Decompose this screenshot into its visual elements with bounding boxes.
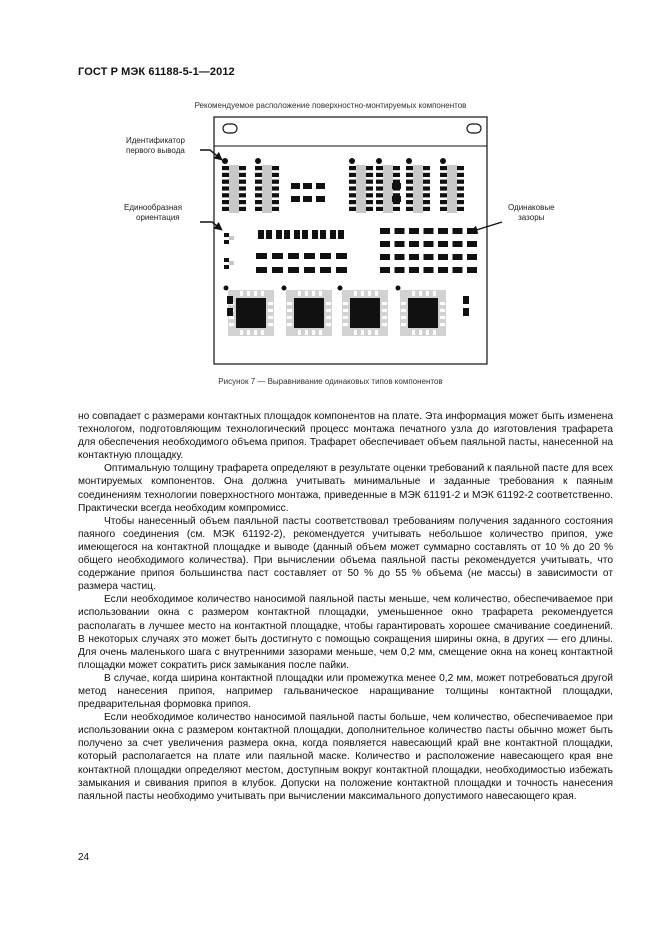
chip-pad bbox=[303, 196, 312, 202]
soic-pad bbox=[272, 200, 279, 204]
paragraph: В случае, когда ширина контактной площадки или промежутка менее 0,2 мм, может потребоваться другой метод нанесения припоя, например гальваническое наращивание толщины контактной площадки, предварительная формовка припоя. bbox=[78, 672, 613, 711]
soic-pad bbox=[255, 200, 262, 204]
qfp-lead bbox=[412, 330, 415, 335]
soic-pad bbox=[457, 186, 464, 190]
qfp-lead bbox=[261, 291, 264, 296]
chip-pad bbox=[291, 183, 300, 189]
soic-body bbox=[447, 165, 457, 213]
soic-pad bbox=[376, 180, 383, 184]
qfp-side-chip bbox=[463, 296, 469, 304]
qfp-side-chip bbox=[227, 308, 233, 316]
qfp-lead bbox=[419, 330, 422, 335]
soic-body bbox=[356, 165, 366, 213]
qfp-lead bbox=[287, 309, 292, 312]
equal-gap-pad bbox=[467, 267, 477, 273]
first-pin-marker bbox=[406, 158, 412, 164]
first-pin-marker bbox=[282, 286, 287, 291]
equal-gap-pad bbox=[395, 241, 405, 247]
equal-gap-pad bbox=[395, 228, 405, 234]
soic-pad bbox=[457, 200, 464, 204]
qfp-lead bbox=[240, 291, 243, 296]
soic-pad bbox=[457, 180, 464, 184]
paragraph: Если необходимое количество наносимой паяльной пасты меньше, чем количество, обеспечиваемое при использовании окна с размером контактной площадки, уменьшенное окно трафарета рекомендуется располагать в лучшее место на контактной площадке, чтобы гарантировать хорошее смачивание соединений. В некоторых случаях это может быть достигнуто с помощью сокращения ширины окна, в других — его длины. Для очень маленького шага с внутренними зазорами меньше, чем 0,2 мм, смещение окна на конец контактной площадки может сократить риск замыкания после пайки. bbox=[78, 594, 613, 671]
equal-gap-pad bbox=[409, 254, 419, 260]
chip-pad bbox=[291, 196, 300, 202]
soic-pad bbox=[376, 193, 383, 197]
soic-pad bbox=[272, 166, 279, 170]
soic-pad bbox=[376, 166, 383, 170]
soic-pad bbox=[440, 173, 447, 177]
equal-gap-pad bbox=[467, 241, 477, 247]
qfp-body bbox=[236, 298, 266, 328]
first-pin-marker bbox=[376, 158, 382, 164]
soic-pad bbox=[440, 200, 447, 204]
soic-body bbox=[229, 165, 239, 213]
qfp-lead bbox=[298, 330, 301, 335]
equal-gap-pad bbox=[424, 241, 434, 247]
resistor-pad bbox=[284, 230, 290, 239]
first-pin-marker bbox=[222, 158, 228, 164]
soic-pad bbox=[366, 193, 373, 197]
equal-gap-pad bbox=[438, 267, 448, 273]
resistor-pad bbox=[294, 230, 300, 239]
soic-pad bbox=[272, 173, 279, 177]
qfp-side-chip bbox=[463, 308, 469, 316]
orientation-callout-line1: Единообразная bbox=[124, 203, 183, 212]
qfp-lead bbox=[343, 316, 348, 319]
soic-pad bbox=[376, 200, 383, 204]
qfp-lead bbox=[287, 302, 292, 305]
first-pin-marker bbox=[255, 158, 261, 164]
equal-gap-pad bbox=[409, 241, 419, 247]
paragraph: Чтобы нанесенный объем паяльной пасты соответствовал требованиям получения заданного состояния паяного соединения (см. МЭК 61192-2), рекомендуется учитывать небольшое количество припоя, уже имеющегося на контактной площадке и выводе (данный объем может суммарно составлять от 10 % до 20 % общего необходимого количества). При вычислении объема паяльной пасты рекомендуется учитывать, что содержание припоя большинства паст составляет от 50 % до 55 % объема (не массы) в зависимости от размера частиц. bbox=[78, 515, 613, 593]
qfp-lead bbox=[419, 291, 422, 296]
qfp-lead bbox=[368, 291, 371, 296]
qfp-lead bbox=[412, 291, 415, 296]
soic-pad bbox=[366, 207, 373, 211]
soic-pad bbox=[255, 173, 262, 177]
qfp-lead bbox=[247, 291, 250, 296]
soic-pad bbox=[255, 166, 262, 170]
qfp-lead bbox=[343, 323, 348, 326]
chip-array-pad bbox=[320, 253, 331, 259]
soic-pad bbox=[457, 166, 464, 170]
qfp-lead bbox=[268, 323, 273, 326]
qfp-lead bbox=[440, 316, 445, 319]
soic-pad bbox=[349, 207, 356, 211]
qfp-lead bbox=[261, 330, 264, 335]
soic-pad bbox=[272, 207, 279, 211]
soic-pad bbox=[406, 166, 413, 170]
qfp-lead bbox=[287, 316, 292, 319]
resistor-pad bbox=[276, 230, 282, 239]
paragraph: Оптимальную толщину трафарета определяют в результате оценки требований к паяльной пасте для всех монтируемых компонентов. Она должна учитывать минимальные и заданные требования к паяным соединениям технологии поверхностного монтажа, приведенные в МЭК 61191-2 и МЭК 61192-2 соответственно. Практически всегда необходим компромисс. bbox=[78, 463, 613, 514]
qfp-components bbox=[224, 286, 470, 337]
resistor-pad bbox=[330, 230, 336, 239]
chip-body bbox=[229, 236, 234, 240]
equal-gap-pad bbox=[453, 241, 463, 247]
qfp-package bbox=[282, 286, 333, 337]
equal-gap-pad bbox=[395, 267, 405, 273]
first-pin-marker bbox=[349, 158, 355, 164]
soic-pad bbox=[272, 193, 279, 197]
equal-gap-pad bbox=[424, 267, 434, 273]
gaps-callout bbox=[508, 203, 555, 223]
soic-pad bbox=[255, 193, 262, 197]
qfp-lead bbox=[326, 323, 331, 326]
soic-pad bbox=[366, 180, 373, 184]
chip-array-pad bbox=[336, 267, 347, 273]
soic-pad bbox=[239, 186, 246, 190]
equal-gap-pad bbox=[424, 228, 434, 234]
soic-pad bbox=[376, 186, 383, 190]
qfp-side-chip bbox=[227, 296, 233, 304]
equal-gap-pad bbox=[438, 254, 448, 260]
qfp-body bbox=[350, 298, 380, 328]
chip-pad bbox=[224, 233, 229, 237]
soic-pad bbox=[366, 186, 373, 190]
qfp-body bbox=[294, 298, 324, 328]
soic-pad bbox=[423, 186, 430, 190]
qfp-lead bbox=[382, 309, 387, 312]
chip-array-pad bbox=[256, 253, 267, 259]
equal-gap-pad bbox=[438, 228, 448, 234]
qfp-lead bbox=[368, 330, 371, 335]
soic-pad bbox=[406, 180, 413, 184]
soic-pad bbox=[349, 166, 356, 170]
qfp-lead bbox=[305, 330, 308, 335]
pcb-figure bbox=[0, 0, 661, 400]
qfp-lead bbox=[254, 330, 257, 335]
qfp-lead bbox=[319, 291, 322, 296]
qfp-lead bbox=[305, 291, 308, 296]
chip-body bbox=[229, 261, 234, 265]
soic-body bbox=[413, 165, 423, 213]
qfp-package bbox=[396, 286, 447, 337]
soic-pad bbox=[222, 193, 229, 197]
chip-array-pad bbox=[288, 253, 299, 259]
equal-gap-pad bbox=[438, 241, 448, 247]
equal-gap-pad bbox=[380, 241, 390, 247]
qfp-lead bbox=[382, 323, 387, 326]
soic-pad bbox=[423, 173, 430, 177]
soic-pad bbox=[406, 173, 413, 177]
tooling-slot-right bbox=[467, 124, 481, 133]
soic-pad bbox=[366, 200, 373, 204]
first-pin-callout-line2: первого вывода bbox=[126, 146, 185, 155]
chip-pad bbox=[303, 183, 312, 189]
soic-pad bbox=[222, 200, 229, 204]
soic-pad bbox=[272, 186, 279, 190]
qfp-lead bbox=[268, 316, 273, 319]
gaps-callout-line2: зазоры bbox=[518, 213, 545, 222]
chip-pad bbox=[224, 258, 229, 262]
qfp-lead bbox=[254, 291, 257, 296]
soic-pad bbox=[406, 193, 413, 197]
soic-pad bbox=[239, 207, 246, 211]
qfp-lead bbox=[287, 323, 292, 326]
qfp-lead bbox=[401, 309, 406, 312]
qfp-package bbox=[338, 286, 389, 337]
body-text bbox=[78, 410, 613, 803]
soic-pad bbox=[393, 173, 400, 177]
soic-pad bbox=[423, 180, 430, 184]
soic-pad bbox=[239, 166, 246, 170]
soic-pad bbox=[423, 166, 430, 170]
orientation-callout-line2: ориентация bbox=[136, 213, 180, 222]
soic-pad bbox=[239, 193, 246, 197]
first-pin-callout-line1: Идентификатор bbox=[126, 136, 185, 145]
tooling-slot-left bbox=[223, 124, 237, 133]
soic-pad bbox=[239, 173, 246, 177]
soic-pad bbox=[423, 207, 430, 211]
soic-pad bbox=[255, 207, 262, 211]
chip-array-pad bbox=[256, 267, 267, 273]
qfp-lead bbox=[312, 291, 315, 296]
soic-body bbox=[262, 165, 272, 213]
soic-pad bbox=[376, 207, 383, 211]
soic-pad bbox=[440, 186, 447, 190]
chip-pad bbox=[224, 265, 229, 269]
equal-gap-pad bbox=[453, 228, 463, 234]
equal-gap-pad bbox=[380, 267, 390, 273]
qfp-body bbox=[408, 298, 438, 328]
soic-pad bbox=[222, 207, 229, 211]
soic-pad bbox=[272, 180, 279, 184]
qfp-lead bbox=[229, 323, 234, 326]
qfp-lead bbox=[298, 291, 301, 296]
resistor-pad bbox=[258, 230, 264, 239]
first-pin-marker bbox=[338, 286, 343, 291]
chip-array-pad bbox=[288, 267, 299, 273]
equal-gap-pad bbox=[453, 254, 463, 260]
soic-pad bbox=[457, 173, 464, 177]
soic-pad bbox=[239, 180, 246, 184]
soic-pad bbox=[457, 193, 464, 197]
gaps-callout-line1: Одинаковые bbox=[508, 203, 555, 212]
soic-pad bbox=[349, 193, 356, 197]
first-pin-callout bbox=[126, 136, 185, 156]
soic-pad bbox=[349, 173, 356, 177]
equal-gap-pad bbox=[409, 228, 419, 234]
soic-pad bbox=[440, 193, 447, 197]
page-number: 24 bbox=[78, 852, 90, 863]
qfp-lead bbox=[343, 302, 348, 305]
chip-array-pad bbox=[272, 267, 283, 273]
soic-body bbox=[383, 165, 393, 213]
qfp-lead bbox=[382, 302, 387, 305]
resistor-pad bbox=[312, 230, 318, 239]
chip-array-pad bbox=[336, 253, 347, 259]
figure-title: Рекомендуемое расположение поверхностно-монтируемых компонентов bbox=[194, 101, 467, 110]
equal-gap-pad bbox=[409, 267, 419, 273]
first-pin-marker bbox=[396, 286, 401, 291]
qfp-lead bbox=[426, 330, 429, 335]
qfp-lead bbox=[326, 316, 331, 319]
qfp-lead bbox=[312, 330, 315, 335]
resistor-pad bbox=[320, 230, 326, 239]
resistor-pad bbox=[302, 230, 308, 239]
resistor-pad bbox=[338, 230, 344, 239]
soic-pad bbox=[239, 200, 246, 204]
qfp-lead bbox=[401, 323, 406, 326]
soic-pad bbox=[393, 166, 400, 170]
qfp-lead bbox=[229, 316, 234, 319]
first-pin-marker bbox=[440, 158, 446, 164]
soic-pad bbox=[349, 186, 356, 190]
soic-pad bbox=[222, 173, 229, 177]
qfp-lead bbox=[361, 330, 364, 335]
soic-pad bbox=[349, 180, 356, 184]
qfp-lead bbox=[440, 309, 445, 312]
soic-pad bbox=[376, 173, 383, 177]
chip-array-pad bbox=[304, 253, 315, 259]
qfp-lead bbox=[440, 302, 445, 305]
qfp-lead bbox=[319, 330, 322, 335]
qfp-lead bbox=[326, 302, 331, 305]
orientation-callout bbox=[124, 203, 182, 223]
soic-pad bbox=[440, 180, 447, 184]
qfp-lead bbox=[361, 291, 364, 296]
qfp-lead bbox=[240, 330, 243, 335]
soic-pad bbox=[366, 166, 373, 170]
qfp-lead bbox=[268, 302, 273, 305]
soic-pad bbox=[255, 186, 262, 190]
soic-pad bbox=[440, 207, 447, 211]
chip-pad bbox=[316, 196, 325, 202]
qfp-lead bbox=[426, 291, 429, 296]
equal-gap-pad bbox=[424, 254, 434, 260]
soic-pad bbox=[406, 207, 413, 211]
qfp-lead bbox=[433, 291, 436, 296]
soic-pad bbox=[222, 180, 229, 184]
qfp-lead bbox=[354, 330, 357, 335]
document-header: ГОСТ Р МЭК 61188-5-1—2012 bbox=[78, 66, 235, 78]
equal-gap-pad bbox=[467, 254, 477, 260]
qfp-lead bbox=[440, 323, 445, 326]
chip-array-pad bbox=[320, 267, 331, 273]
chip-array-pad bbox=[272, 253, 283, 259]
soic-pad bbox=[393, 207, 400, 211]
figure-caption: Рисунок 7 — Выравнивание одинаковых типов компонентов bbox=[218, 377, 443, 386]
equal-gap-pad bbox=[380, 254, 390, 260]
paragraph: Если необходимое количество наносимой паяльной пасты больше, чем количество, обеспечиваемое при использовании окна с размером контактной площадки, дополнительное количество пасты обычно может быть получено за счет увеличения размера окна, когда появляется навесающий край вне контактной площадки, который располагается на плате или паяльной маске. Количество и расположение навесающего края вне контактной площадки определяют местом, доступным вокруг контактной площадки, необходимостью избежать замыкания и свивания припоя в клубок. Допуски на положение контактной площадки и точность нанесения паяльной пасты необходимо учитывать при вычислении максимального допустимого навесающего края. bbox=[78, 712, 613, 802]
qfp-lead bbox=[375, 291, 378, 296]
first-pin-marker bbox=[224, 286, 229, 291]
chip-pad bbox=[392, 183, 401, 189]
soic-pad bbox=[423, 193, 430, 197]
resistor-pad bbox=[266, 230, 272, 239]
qfp-lead bbox=[382, 316, 387, 319]
chip-array-pad bbox=[304, 267, 315, 273]
soic-pad bbox=[255, 180, 262, 184]
qfp-lead bbox=[354, 291, 357, 296]
qfp-lead bbox=[343, 309, 348, 312]
chip-pad bbox=[316, 183, 325, 189]
chip-pad bbox=[224, 240, 229, 244]
soic-pad bbox=[440, 166, 447, 170]
equal-gap-pad bbox=[453, 267, 463, 273]
qfp-lead bbox=[433, 330, 436, 335]
qfp-lead bbox=[268, 309, 273, 312]
soic-pad bbox=[222, 166, 229, 170]
qfp-lead bbox=[375, 330, 378, 335]
soic-pad bbox=[457, 207, 464, 211]
soic-pad bbox=[406, 186, 413, 190]
equal-gap-pad bbox=[395, 254, 405, 260]
qfp-lead bbox=[401, 302, 406, 305]
qfp-lead bbox=[326, 309, 331, 312]
soic-pad bbox=[222, 186, 229, 190]
soic-pad bbox=[349, 200, 356, 204]
paragraph: но совпадает с размерами контактных площадок компонентов на плате. Эта информация может быть изменена технологом, подготовляющим технологический процесс монтажа печатного узла до изготовления трафарета для обеспечения необходимого объема припоя. Трафарет обеспечивает объем паяльной пасты, нанесенной на контактную площадку. bbox=[78, 411, 613, 462]
soic-pad bbox=[366, 173, 373, 177]
soic-pad bbox=[406, 200, 413, 204]
equal-gap-pad bbox=[380, 228, 390, 234]
chip-pad bbox=[392, 196, 401, 202]
qfp-lead bbox=[247, 330, 250, 335]
soic-pad bbox=[423, 200, 430, 204]
qfp-lead bbox=[401, 316, 406, 319]
